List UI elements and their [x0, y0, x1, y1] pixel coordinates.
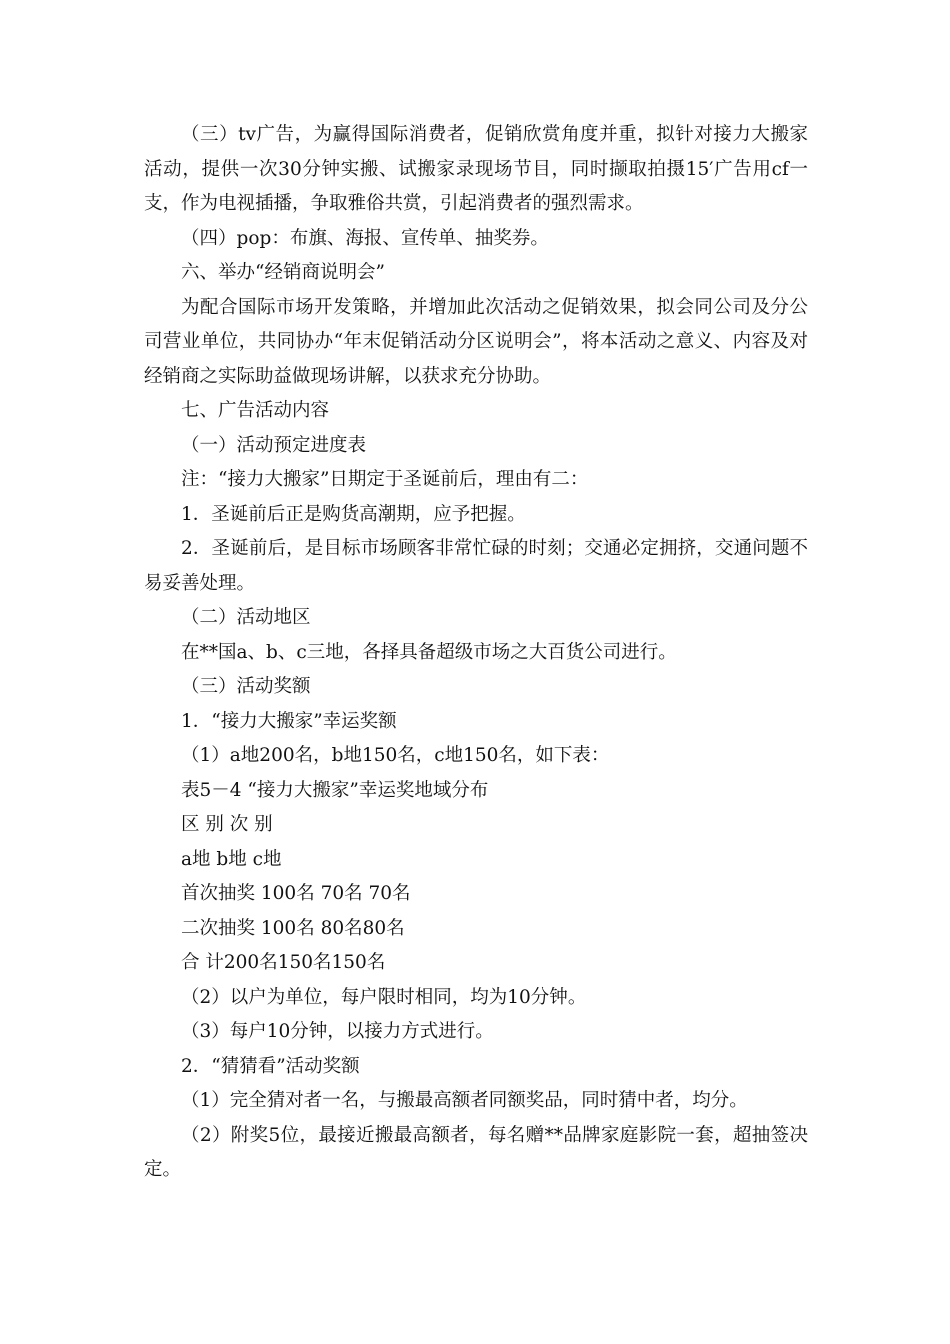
paragraph-pop: （四）pop：布旗、海报、宣传单、抽奖券。 [181, 227, 549, 249]
table-row: 合 计200名150名150名 [181, 952, 386, 973]
document-body [144, 118, 808, 1188]
list-item-relay-prizes: 1．“接力大搬家”幸运奖额 [181, 710, 397, 732]
list-item-relay-prizes-2: （2）以户为单位，每户限时相同，均为10分钟。 [181, 986, 587, 1008]
list-item-reason-2: 2．圣诞前后，是目标市场顾客非常忙碌的时刻；交通必定拥挤，交通问题不易妥善处理。 [144, 538, 808, 594]
list-item-guess-prizes-2: （2）附奖5位，最接近搬最高额者，每名赠**品牌家庭影院一套，超抽签决定。 [144, 1124, 808, 1180]
heading-area: （二）活动地区 [181, 607, 311, 628]
heading-schedule: （一）活动预定进度表 [181, 434, 367, 456]
table-row: 首次抽奖 100名 70名 70名 [181, 883, 411, 904]
list-item-relay-prizes-1: （1）a地200名，b地150名，c地150名，如下表： [181, 745, 610, 766]
paragraph-tv-ad: （三）tv广告，为赢得国际消费者，促销欣赏角度并重，拟针对接力大搬家活动，提供一次30分钟实搬、试搬家录现场节目，同时撷取拍摄15′广告用cf一支，作为电视插播，争取雅俗共赏，引起消费者的强烈需求。 [144, 124, 808, 214]
list-item-reason-1: 1．圣诞前后正是购货高潮期，应予把握。 [181, 503, 526, 525]
list-item-guess-prizes: 2．“猜猜看”活动奖额 [181, 1055, 360, 1077]
paragraph-dealer-meeting: 为配合国际市场开发策略，并增加此次活动之促销效果，拟会同公司及分公司营业单位，共同协办“年末促销活动分区说明会”，将本活动之意义、内容及对经销商之实际助益做现场讲解，以获求充分协助。 [144, 296, 808, 387]
heading-prizes: （三）活动奖额 [181, 676, 311, 697]
table-row: 二次抽奖 100名 80名80名 [181, 917, 405, 939]
table-row: 区 别 次 别 [181, 814, 273, 835]
table-row: a地 b地 c地 [181, 848, 282, 870]
list-item-relay-prizes-3: （3）每户10分钟，以接力方式进行。 [181, 1021, 494, 1042]
list-item-guess-prizes-1: （1）完全猜对者一名，与搬最高额者同额奖品，同时猜中者，均分。 [181, 1090, 748, 1111]
paragraph-note: 注：“接力大搬家”日期定于圣诞前后，理由有二： [181, 469, 589, 490]
table-caption: 表5－4 “接力大搬家”幸运奖地域分布 [181, 779, 489, 801]
paragraph-area: 在**国a、b、c三地，各择具备超级市场之大百货公司进行。 [181, 641, 677, 663]
heading-ad-content: 七、广告活动内容 [181, 400, 330, 421]
heading-dealer-meeting: 六、举办“经销商说明会” [181, 262, 385, 283]
